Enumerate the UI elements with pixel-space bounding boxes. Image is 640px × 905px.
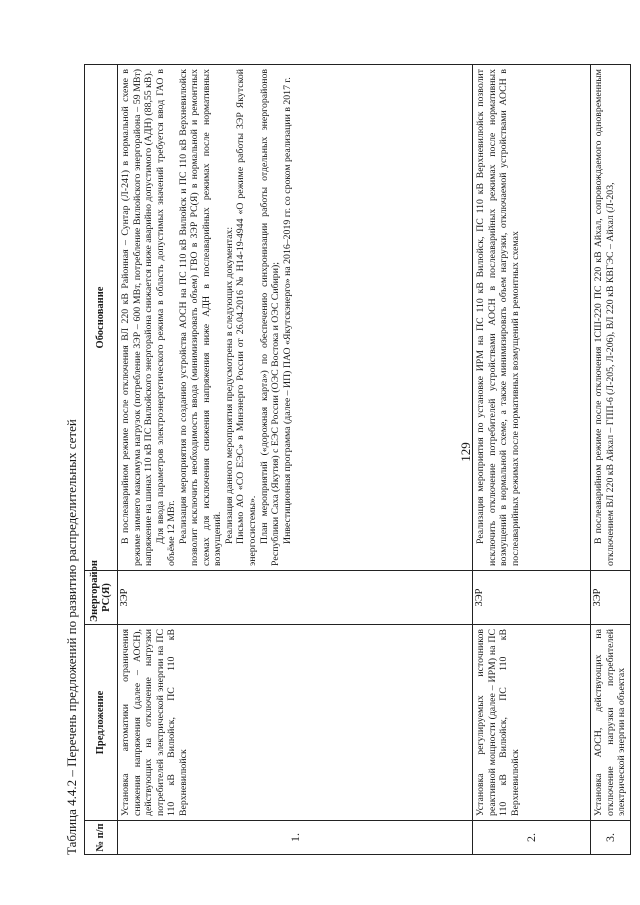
header-num: № п/п bbox=[85, 821, 118, 855]
row-zone: ЗЭР bbox=[118, 571, 473, 625]
row-proposal: Установка автоматики ограничения снижения напряжения (далее – АОСН), действующих на отключение нагрузки потребителей электрической энергии на ПС 110 кВ Вилюйск, ПС 110 кВ Верхневилюйск bbox=[118, 625, 473, 821]
table-header-row bbox=[85, 65, 118, 855]
row-basis bbox=[473, 65, 591, 571]
table-row bbox=[591, 65, 631, 855]
header-proposal: Предложение bbox=[85, 625, 118, 821]
basis-paragraph: В послеаварийном режиме после отключения ВЛ 220 кВ Районная – Сунтар (Л-241) в нормальной схеме в режиме зимнего максимума нагрузок (потребление ЗЭР – 600 МВт, потребление Вилюйского энергорайона – 59 МВт) напряжение на шинах 110 кВ ПС Вилюйского энергорайона снижается ниже аварийно допустимого (АДН) (88,55 кВ). bbox=[120, 69, 155, 566]
header-basis: Обоснование bbox=[85, 65, 118, 571]
table-row bbox=[473, 65, 591, 855]
basis-paragraph: Инвестиционная программа (далее – ИП) ПАО «Якутскэнерго» на 2016–2019 гг. со сроком реализации в 2017 г. bbox=[281, 77, 293, 544]
row-number: 1. bbox=[118, 821, 473, 855]
row-number: 3. bbox=[591, 821, 631, 855]
header-zone: Энергорайон РС(Я) bbox=[85, 571, 118, 625]
row-basis bbox=[591, 65, 631, 571]
basis-paragraph: Для ввода параметров электроэнергетического режима в область допустимых значений требуется ввод ГАО в объёме 12 МВт. bbox=[154, 69, 178, 566]
basis-paragraph: В послеаварийном режиме после отключения 1СШ-220 ПС 220 кВ Айхал, сопровождаемого одновременным отключением ВЛ 220 кВ Айхал – ГПП-6 (Л-205, Л-206), ВЛ 220 кВ КВГЭС – Айхал (Л-203, bbox=[593, 69, 616, 566]
row-basis bbox=[118, 65, 473, 571]
rotated-page-content bbox=[60, 65, 628, 855]
row-number: 2. bbox=[473, 821, 591, 855]
table-caption: Таблица 4.4.2 – Перечень предложений по развитию распределительных сетей bbox=[64, 419, 79, 855]
page-number: 129 bbox=[458, 442, 473, 462]
basis-paragraph: План мероприятий («дорожная карта») по обеспечению синхронизации работы отдельных энергорайонов Республики Саха (Якутия) с ЕЭС России (ОЭС Востока и ОЭС Сибири); bbox=[258, 69, 282, 566]
basis-paragraph: Реализация мероприятия по установке ИРМ на ПС 110 кВ Вилюйск, ПС 110 кВ Верхневилюйск позволит исключить отключение потребителей устройствами АОСН в послеаварийных режимах после нормативных возмущений в нормальной схеме, а также минимизировать объем нагрузки, отключаемой устройствами АОСН в послеаварийных режимах после нормативных возмущений в ремонтных схемах bbox=[475, 69, 521, 566]
proposals-table bbox=[84, 64, 631, 855]
basis-paragraph: Реализация данного мероприятия предусмотрена в следующих документах: bbox=[223, 226, 235, 544]
basis-paragraph: Письмо АО «СО ЕЭС» в Минэнерго России от 26.04.2016 № Н14-19-4944 «О режиме работы ЗЭР Якутской энергосистемы». bbox=[235, 69, 259, 566]
basis-paragraph: Реализация мероприятия по созданию устройства АОСН на ПС 110 кВ Вилюйск и ПС 110 кВ Верхневилюйск позволит исключить необходимость ввода (минимизировать объем) ГВО в ЗЭР РС(Я) в нормальной и ремонтных схемах для исключения снижения напряжения ниже АДН в послеаварийных режимах после нормативных возмущений. bbox=[177, 69, 224, 566]
row-zone: ЗЭР bbox=[473, 571, 591, 625]
row-proposal: Установка регулируемых источников реактивной мощности (далее – ИРМ) на ПС 110 кВ Вилюйск, ПС 110 кВ Верхневилюйск bbox=[473, 625, 591, 821]
table-row bbox=[118, 65, 473, 855]
row-proposal: Установка АОСН, действующих на отключение нагрузки потребителей электрической энергии на объектах bbox=[591, 625, 631, 821]
row-zone: ЗЭР bbox=[591, 571, 631, 625]
